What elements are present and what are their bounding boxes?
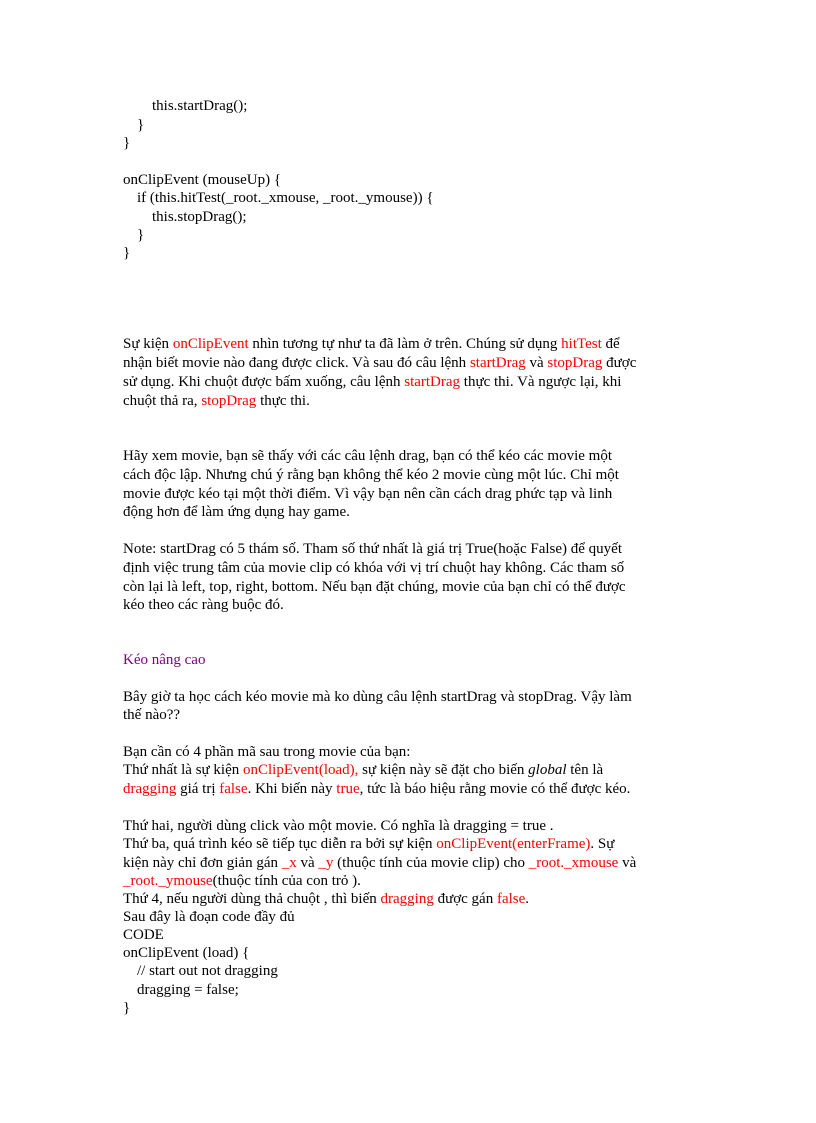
paragraph-line: Sự kiện onClipEvent nhìn tương tự như ta đã làm ở trên. Chúng sử dụng hitTest để xyxy=(123,336,620,352)
code-line: onClipEvent (load) { xyxy=(123,945,250,961)
paragraph-line: Bạn cần có 4 phần mã sau trong movie của bạn: xyxy=(123,744,411,760)
paragraph-line: Thứ ba, quá trình kéo sẽ tiếp tục diễn ra bởi sự kiện onClipEvent(enterFrame). Sự xyxy=(123,836,615,852)
code-line: this.startDrag(); xyxy=(152,98,248,114)
code-line: } xyxy=(137,227,145,243)
paragraph-line: Note: startDrag có 5 thám số. Tham số thứ nhất là giá trị True(hoặc False) để quyết xyxy=(123,541,622,557)
paragraph-line: thế nào?? xyxy=(123,707,181,723)
paragraph-line: Thứ hai, người dùng click vào một movie. Có nghĩa là dragging = true . xyxy=(123,818,554,834)
paragraph-line: định việc trung tâm của movie clip có khóa với vị trí chuột hay không. Các tham số xyxy=(123,560,625,576)
code-line: } xyxy=(137,117,145,133)
paragraph-line: Bây giờ ta học cách kéo movie mà ko dùng câu lệnh startDrag và stopDrag. Vậy làm xyxy=(123,689,632,705)
section-heading: Kéo nâng cao xyxy=(123,652,206,668)
paragraph-line: kéo theo các ràng buộc đó. xyxy=(123,597,284,613)
paragraph-line: movie được kéo tại một thời điểm. Vì vậy bạn nên cần cách drag phức tạp và linh xyxy=(123,486,613,502)
code-line: } xyxy=(123,135,131,151)
paragraph-line: Sau đây là đoạn code đầy đủ xyxy=(123,909,295,925)
paragraph-line: còn lại là left, top, right, bottom. Nếu bạn đặt chúng, movie của bạn chỉ có thể được xyxy=(123,579,626,595)
paragraph-line: động hơn để làm ứng dụng hay game. xyxy=(123,504,350,520)
paragraph-line: kiện này chỉ đơn giản gán _x và _y (thuộc tính của movie clip) cho _root._xmouse và xyxy=(123,855,637,871)
code-line: this.stopDrag(); xyxy=(152,209,247,225)
paragraph-line: cách độc lập. Nhưng chú ý rằng bạn không thể kéo 2 movie cùng một lúc. Chỉ một xyxy=(123,467,619,483)
paragraph-line: nhận biết movie nào đang được click. Và sau đó câu lệnh startDrag và stopDrag được xyxy=(123,355,637,371)
code-line: onClipEvent (mouseUp) { xyxy=(123,172,282,188)
code-line: } xyxy=(123,1000,131,1016)
paragraph-line: sử dụng. Khi chuột được bấm xuống, câu lệnh startDrag thực thi. Và ngược lại, khi xyxy=(123,374,622,390)
paragraph-line: chuột thả ra, stopDrag thực thi. xyxy=(123,393,310,409)
code-line: // start out not dragging xyxy=(137,963,278,979)
paragraph-line: Hãy xem movie, bạn sẽ thấy với các câu lệnh drag, bạn có thể kéo các movie một xyxy=(123,448,613,464)
code-line: dragging = false; xyxy=(137,982,239,998)
paragraph-line: _root._ymouse(thuộc tính của con trỏ ). xyxy=(123,873,361,889)
paragraph-line: dragging giá trị false. Khi biến này true, tức là báo hiệu rằng movie có thể được kéo. xyxy=(123,781,631,797)
code-label: CODE xyxy=(123,927,164,943)
paragraph-line: Thứ nhất là sự kiện onClipEvent(load), sự kiện này sẽ đặt cho biến global tên là xyxy=(123,762,604,778)
code-line: if (this.hitTest(_root._xmouse, _root._ymouse)) { xyxy=(137,190,434,206)
code-line: } xyxy=(123,245,131,261)
paragraph-line: Thứ 4, nếu người dùng thả chuột , thì biến dragging được gán false. xyxy=(123,891,530,907)
